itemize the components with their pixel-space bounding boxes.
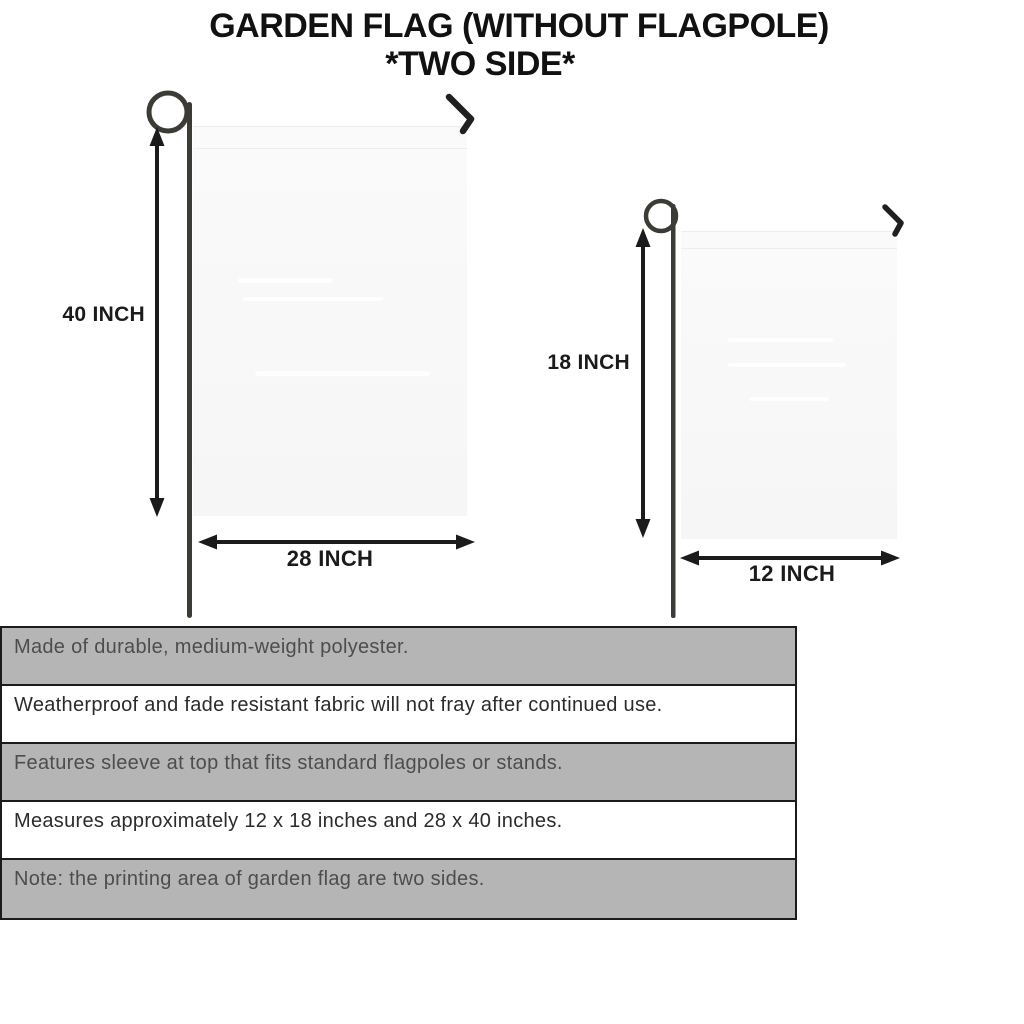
page-subtitle: *TWO SIDE*: [385, 45, 575, 83]
height-label-large: 40 INCH: [62, 303, 145, 326]
height-arrow-small: [636, 228, 651, 538]
feature-row: Made of durable, medium-weight polyester.: [2, 628, 795, 686]
features-table: [0, 626, 797, 920]
large-flagpole: [187, 102, 192, 618]
feature-row: Note: the printing area of garden flag are two sides.: [2, 860, 795, 918]
height-arrow-large: [150, 127, 165, 517]
large-flagpole-loop-icon: [149, 93, 187, 131]
feature-row: Weatherproof and fade resistant fabric will not fray after continued use.: [2, 686, 795, 744]
large-flag-hook-icon: [449, 97, 471, 131]
small-flagpole: [671, 204, 676, 618]
height-label-small: 18 INCH: [547, 351, 630, 374]
feature-row: Measures approximately 12 x 18 inches and 28 x 40 inches.: [2, 802, 795, 860]
width-label-small: 12 INCH: [748, 561, 836, 586]
page-title: GARDEN FLAG (WITHOUT FLAGPOLE): [209, 7, 829, 45]
feature-row: Features sleeve at top that fits standard flagpoles or stands.: [2, 744, 795, 802]
width-label-large: 28 INCH: [286, 546, 374, 571]
small-flag-hook-icon: [885, 207, 901, 234]
